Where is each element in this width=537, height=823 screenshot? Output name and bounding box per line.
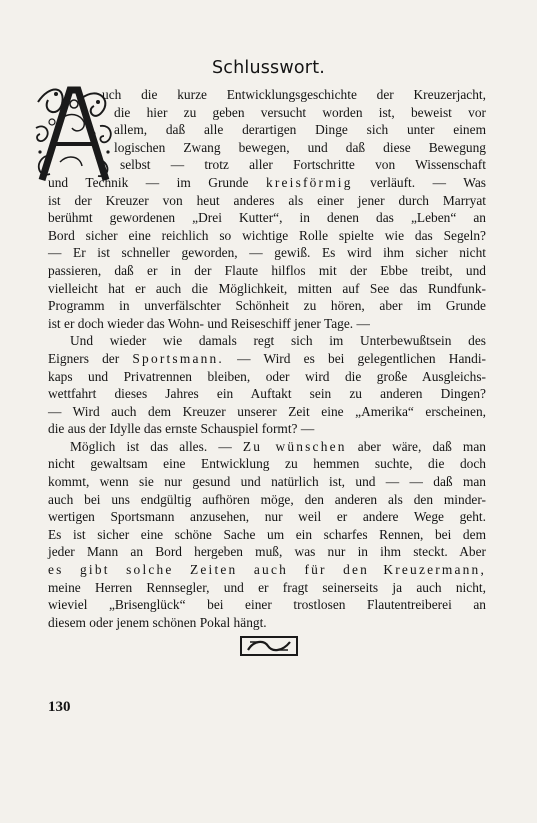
text-line: vielleicht hat er auch die Möglichkeit, mitten auf See das Rundfunk- [48,280,486,296]
text-line: auch bei uns endgültig aufhören möge, den anderen als den minder- [48,491,486,507]
text-line: Programm in unverfälschter Schönheit zu hören, aber im Grunde [48,298,486,314]
chapter-title: Schlusswort. [211,58,326,78]
text-line: diesem oder jenem schönen Pokal hängt. [48,614,267,630]
text-line: ist er doch wieder das Wohn- und Reiseschiff jener Tage. — [48,315,370,331]
text-line: — Wird auch dem Kreuzer unserer Zeit eine „Amerika“ erscheinen, [48,403,486,419]
spaced-emphasis: Sportsmann. [132,350,224,366]
text-line: meine Herren Rennsegler, und er fragt seinerseits ja auch nicht, [48,579,486,595]
text-line: wertigen Sportsmann anzusehen, nur weil er andere Wege geht. [48,509,486,525]
text-line: Möglich ist das alles. — Zu wünschen aber wäre, daß man [70,438,486,454]
text-line: Und wieder wie damals regt sich im Unterbewußtsein des [70,333,486,349]
text-line: selbst — trotz aller Fortschritte von Wissenschaft [120,157,486,173]
text-line: logischen Zwang bewegen, und daß diese Bewegung [114,139,486,155]
text-line: Es ist sicher eine schöne Sache um ein scharfes Rennen, bei dem [48,526,486,542]
text-line: die aus der Idylle das ernste Schauspiel formt? — [48,421,315,437]
text-line: wettfahrt dieses Jahres ein Auftakt sein zu anderen Dingen? [48,386,486,402]
text-line: nicht gewaltsam eine Entwicklung zu hemmen suchte, die doch [48,456,486,472]
text-line: berühmt gewordenen „Drei Kutter“, in denen das „Leben“ an [48,210,486,226]
text-line: uch die kurze Entwicklungsgeschichte der Kreuzerjacht, [102,87,486,102]
text-line: kaps und Privatrennen bleiben, oder wird die große Ausgleichs- [48,368,486,384]
text-line: Bord sicher eine reichlich so wichtige Rolle spielte wie das Segeln? [48,227,486,243]
text-line [48,561,486,579]
spaced-emphasis: es gibt solche Zeiten auch für den [48,562,370,578]
text-line: wieviel „Brisenglück“ bei einer trostlosen Flautentreiberei an [48,597,486,613]
body-text [48,86,486,631]
text-line: — Er ist schneller geworden, — gewiß. Es wird ihm sicher nicht [48,245,486,261]
text-line: Eigners der Sportsmann. — Wird es bei gelegentlichen Handi- [48,350,486,366]
spaced-emphasis: Kreuzermann, [383,562,486,578]
page-number: 130 [48,699,71,715]
closing-ornament [240,636,298,656]
text-line: allem, daß alle derartigen Dinge sich unter einem [114,122,486,138]
text-line: kommt, wenn sie nur gesund und natürlich ist, und — — daß man [48,474,486,490]
text-line: die hier zu geben versucht worden ist, beweist vor [114,104,486,120]
spaced-emphasis: Zu wünschen [242,438,347,454]
text-line: und Technik — im Grunde kreisförmig verläuft. — Was [48,174,486,190]
text-line: ist der Kreuzer von heut anderes als einer jener durch Marryat [48,192,486,208]
text-line: passieren, daß er in der Flaute hilflos mit der Ebbe treibt, und [48,262,486,278]
spaced-emphasis: kreisförmig [265,174,353,190]
text-line: jeder Mann an Bord hergeben muß, was nur in ihm steckt. Aber [48,544,486,560]
